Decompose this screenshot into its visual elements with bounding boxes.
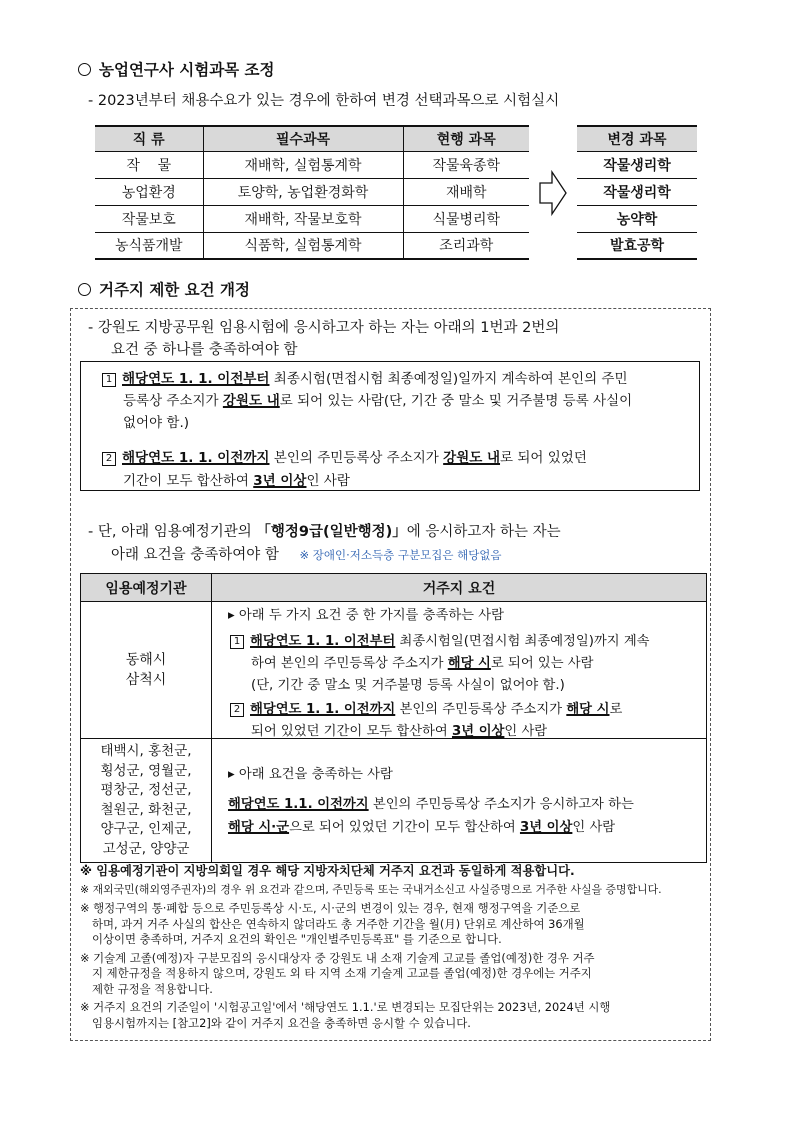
bold-text: 해당 시 bbox=[566, 702, 610, 717]
agency-cell bbox=[81, 739, 212, 863]
changed-subject-table bbox=[577, 125, 697, 260]
r2-line2 bbox=[251, 720, 547, 739]
req1-line3: 없어야 함.) bbox=[123, 415, 190, 431]
bold-text: 해당 시 bbox=[447, 656, 491, 671]
lead-text: ▸ 아래 요건을 충족하는 사람 bbox=[228, 767, 393, 782]
bold-text: 해당연도 1. 1. 이전까지 bbox=[122, 450, 270, 466]
table-row bbox=[81, 739, 707, 863]
intro-line2: 요건 중 하나를 충족하여야 함 bbox=[111, 342, 298, 358]
circle-bullet-icon bbox=[78, 63, 91, 76]
text: 본인의 주민등록상 주소지가 bbox=[269, 450, 444, 466]
header-job: 직 류 bbox=[95, 126, 203, 151]
table-row bbox=[95, 151, 529, 178]
table-row bbox=[95, 232, 529, 259]
r1-line3: (단, 기간 중 말소 및 거주불명 등록 사실이 없어야 함.) bbox=[251, 678, 565, 693]
cell: 작물생리학 bbox=[577, 178, 697, 205]
bold-text: 해당연도 1. 1. 이전부터 bbox=[250, 634, 396, 649]
bold-text: 3년 이상 bbox=[253, 473, 307, 489]
text: 하여 본인의 주민등록상 주소지가 bbox=[251, 656, 448, 671]
text: 본인의 주민등록상 주소지가 bbox=[395, 702, 567, 717]
text: 으로 되어 있었던 기간이 모두 합산하여 bbox=[289, 820, 520, 835]
cell: 작물육종학 bbox=[403, 151, 529, 178]
intro-line1: - 강원도 지방공무원 임용시험에 응시하고자 하는 자는 아래의 1번과 2번의 bbox=[88, 320, 560, 336]
header-agency: 임용예정기관 bbox=[81, 574, 212, 602]
header-required: 필수과목 bbox=[203, 126, 403, 151]
note-4-cont: 제한 규정을 적용합니다. bbox=[92, 981, 213, 996]
note-5: ※ 거주지 요건의 기준일이 '시험공고일'에서 '해당연도 1.1.'로 변경되는 모집단위는 2023년, 2024년 시행 bbox=[80, 1000, 611, 1014]
cell: 작물보호 bbox=[95, 205, 203, 232]
section1-subtitle: - 2023년부터 채용수요가 있는 경우에 한하여 변경 선택과목으로 시험실시 bbox=[88, 93, 560, 109]
agency-name: 횡성군, 영월군, bbox=[100, 762, 192, 779]
section1-title: 농업연구사 시험과목 조정 bbox=[99, 61, 275, 79]
agency-name: 태백시, 홍천군, bbox=[100, 743, 192, 759]
note-2: ※ 재외국민(해외영주권자)의 경우 위 요건과 같으며, 주민등록 또는 국내거소신고 사실증명으로 거주한 사실을 증명합니다. bbox=[80, 882, 662, 896]
table-row bbox=[81, 602, 707, 739]
cell: 작물생리학 bbox=[577, 151, 697, 178]
right-arrow-icon bbox=[538, 168, 568, 218]
section2-title: 거주지 제한 요건 개정 bbox=[99, 281, 250, 299]
requirement-cell bbox=[212, 739, 707, 863]
table-row bbox=[95, 178, 529, 205]
bold-text: 3년 이상 bbox=[451, 724, 505, 739]
note-4-cont: 지 제한규정을 적용하지 않으며, 강원도 외 타 지역 소재 기술계 고교를 졸업(예정)한 경우에는 거주지 bbox=[92, 966, 592, 980]
text: 최종시험일(면접시험 최종예정일)까지 계속 bbox=[395, 634, 650, 649]
cell: 토양학, 농업환경화학 bbox=[203, 178, 403, 205]
note-4: ※ 기술계 고졸(예정)자 구분모집의 응시대상자 중 강원도 내 소재 기술계 고교를 졸업(예정)한 경우 거주 bbox=[80, 950, 595, 965]
r1-line2 bbox=[251, 652, 594, 671]
number-box: 2 bbox=[230, 703, 244, 717]
cell: 식품학, 실험통계학 bbox=[203, 232, 403, 259]
cell: 작 물 bbox=[95, 151, 203, 178]
text: 에 응시하고자 하는 자는 bbox=[406, 524, 561, 540]
req2-line1 bbox=[102, 446, 587, 466]
bold-text: 강원도 내 bbox=[443, 450, 501, 466]
cell: 조리과학 bbox=[403, 232, 529, 259]
text: 인 사람 bbox=[572, 820, 616, 835]
bold-text: 3년 이상 bbox=[519, 820, 573, 835]
note-5-cont: 임용시험까지는 [참고2]와 같이 거주지 요건을 충족하면 응시할 수 있습니다. bbox=[92, 1015, 471, 1030]
circle-bullet-icon bbox=[78, 283, 91, 296]
text: 로 되어 있는 사람(단, 기간 중 말소 및 거주불명 등록 사실이 bbox=[279, 393, 633, 409]
cell: 농업환경 bbox=[95, 178, 203, 205]
subject-table bbox=[95, 125, 529, 260]
r1-line1 bbox=[230, 630, 650, 649]
table-row bbox=[95, 205, 529, 232]
notes bbox=[80, 864, 704, 1031]
text: - 단, 아래 임용예정기관의 bbox=[88, 524, 257, 540]
req1-line1 bbox=[102, 367, 628, 387]
but-line1 bbox=[88, 520, 561, 541]
bold-text: 해당연도 1.1. 이전까지 bbox=[228, 797, 369, 812]
text: 등록상 주소지가 bbox=[123, 393, 223, 409]
req2-line2 bbox=[123, 469, 350, 489]
bold-text: 해당 시·군 bbox=[228, 820, 290, 835]
agency-name: 삼척시 bbox=[125, 672, 167, 688]
agency-cell bbox=[81, 602, 212, 739]
note-3: ※ 행정구역의 통·폐합 등으로 주민등록상 시·도, 시·군의 변경이 있는 경우, 현재 행정구역을 기준으로 bbox=[80, 901, 581, 915]
note-1: ※ 임용예정기관이 지방의회일 경우 해당 지방자치단체 거주지 요건과 동일하게 적용합니다. bbox=[80, 864, 575, 878]
text: 아래 요건을 충족하여야 함 bbox=[111, 547, 279, 563]
bold-text: 해당연도 1. 1. 이전까지 bbox=[250, 702, 396, 717]
header-requirement: 거주지 요건 bbox=[212, 574, 707, 602]
text: 인 사람 bbox=[504, 724, 548, 739]
text: 인 사람 bbox=[306, 473, 350, 489]
agency-name: 양구군, 인제군, bbox=[100, 821, 192, 837]
cell: 농식품개발 bbox=[95, 232, 203, 259]
cell: 식물병리학 bbox=[403, 205, 529, 232]
cell: 재배학, 실험통계학 bbox=[203, 151, 403, 178]
text: 로 bbox=[609, 702, 623, 717]
cell: 재배학 bbox=[403, 178, 529, 205]
req1-line2 bbox=[123, 389, 632, 409]
bold-text: 강원도 내 bbox=[222, 393, 280, 409]
text: 로 되어 있었던 bbox=[500, 450, 587, 466]
agency-name: 평창군, 정선군, bbox=[100, 782, 192, 798]
row2-line1 bbox=[228, 793, 634, 812]
header-current: 현행 과목 bbox=[403, 126, 529, 151]
bold-text: 해당연도 1. 1. 이전부터 bbox=[122, 371, 270, 387]
text: 기간이 모두 합산하여 bbox=[123, 473, 254, 489]
exemption-note: ※ 장애인·저소득층 구분모집은 해당없음 bbox=[299, 548, 502, 562]
requirement-cell bbox=[212, 602, 707, 739]
text: 최종시험(면접시험 최종예정일)일까지 계속하여 본인의 주민 bbox=[269, 371, 628, 387]
header-changed: 변경 과목 bbox=[577, 126, 697, 151]
cell: 발효공학 bbox=[577, 232, 697, 259]
cell: 농약학 bbox=[577, 205, 697, 232]
number-box: 1 bbox=[230, 635, 244, 649]
agency-name: 동해시 bbox=[125, 652, 167, 668]
text: 되어 있었던 기간이 모두 합산하여 bbox=[251, 724, 452, 739]
r2-line1 bbox=[230, 698, 622, 717]
residence-requirement-table bbox=[80, 573, 707, 863]
bold-text: 「행정9급(일반행정)」 bbox=[256, 524, 407, 540]
agency-name: 고성군, 양양군 bbox=[102, 840, 190, 857]
note-3-cont: 이상이면 충족하며, 거주지 요건의 확인은 "개인별주민등록표" 를 기준으로 합니다. bbox=[92, 932, 502, 946]
but-line2 bbox=[111, 543, 502, 564]
text: 본인의 주민등록상 주소지가 응시하고자 하는 bbox=[368, 797, 634, 812]
text: 로 되어 있는 사람 bbox=[490, 656, 594, 671]
agency-name: 철원군, 화천군, bbox=[100, 801, 192, 818]
lead-text: ▸ 아래 두 가지 요건 중 한 가지를 충족하는 사람 bbox=[228, 608, 504, 623]
cell: 재배학, 작물보호학 bbox=[203, 205, 403, 232]
row2-line2 bbox=[228, 816, 615, 835]
number-box: 2 bbox=[102, 452, 116, 466]
section1-heading bbox=[78, 58, 275, 80]
number-box: 1 bbox=[102, 373, 116, 387]
section2-heading bbox=[78, 278, 250, 300]
note-3-cont: 하며, 과거 거주 사실의 합산은 연속하지 않더라도 총 거주한 기간을 월(月) 단위로 계산하여 36개월 bbox=[92, 916, 585, 931]
